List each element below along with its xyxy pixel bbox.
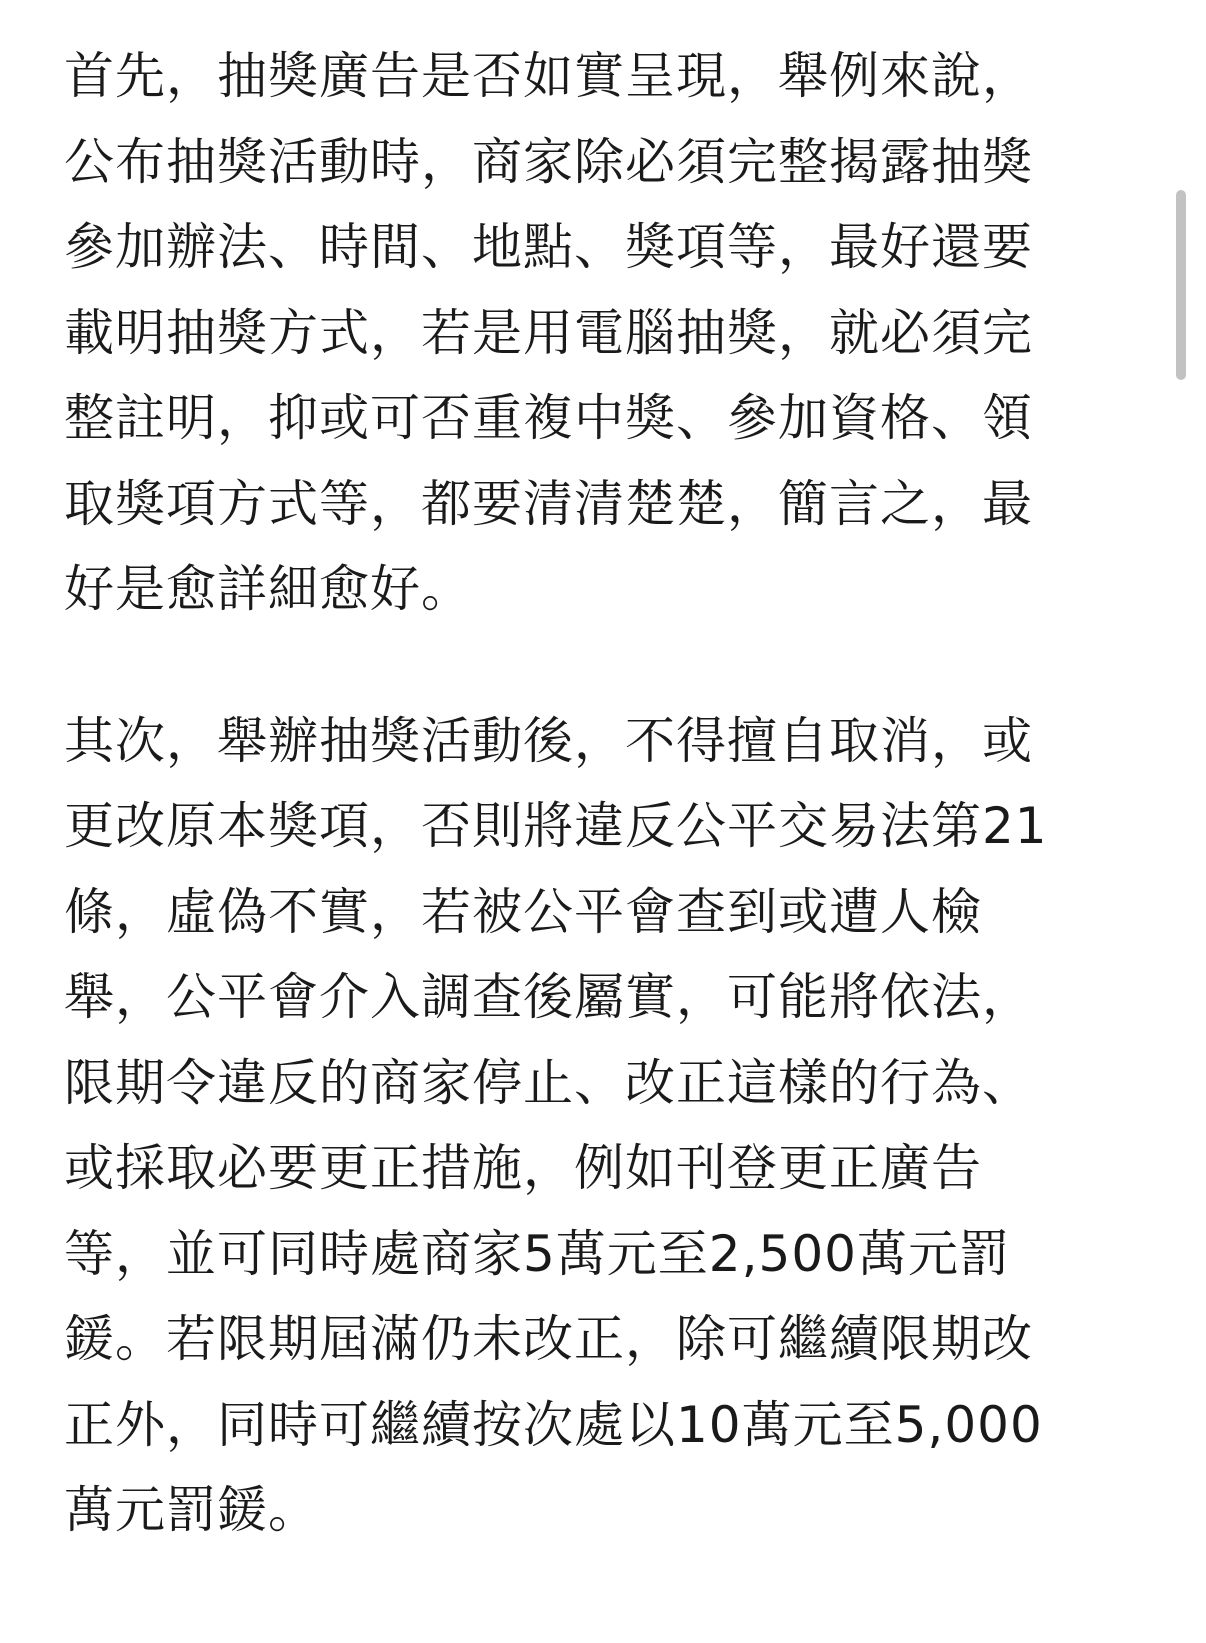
text-line: 好是愈詳細愈好。 [64, 560, 472, 618]
text-line: 取獎項方式等，都要清清楚楚，簡言之，最 [64, 474, 1033, 533]
text-line: 公布抽獎活動時，商家除必須完整揭露抽獎 [64, 132, 1033, 191]
text-line: 舉，公平會介入調查後屬實，可能將依法， [64, 968, 1033, 1026]
paragraph-2 [64, 699, 1094, 1554]
text-line: 其次，舉辦抽獎活動後，不得擅自取消，或 [64, 711, 1033, 770]
text-line: 首先，抽獎廣告是否如實呈現，舉例來說， [64, 47, 1033, 105]
text-line: 鍰。若限期屆滿仍未改正，除可繼續限期改 [64, 1310, 1033, 1368]
scrollbar-thumb[interactable] [1176, 190, 1186, 380]
text-line: 參加辦法、時間、地點、獎項等，最好還要 [64, 218, 1033, 276]
text-line: 或採取必要更正措施，例如刊登更正廣告 [64, 1139, 982, 1197]
text-line: 更改原本獎項，否則將違反公平交易法第21 [64, 797, 1048, 855]
text-line: 等，並可同時處商家5萬元至2,500萬元罰 [64, 1224, 1010, 1283]
text-line: 萬元罰鍰。 [64, 1481, 319, 1539]
article-body [64, 34, 1094, 1620]
paragraph-1 [64, 34, 1094, 633]
text-line: 載明抽獎方式，若是用電腦抽獎，就必須完 [64, 303, 1033, 362]
text-line: 整註明，抑或可否重複中獎、參加資格、領 [64, 389, 1033, 447]
text-line: 條，虛偽不實，若被公平會查到或遭人檢 [64, 882, 982, 941]
text-line: 限期令違反的商家停止、改正這樣的行為、 [64, 1053, 1033, 1112]
text-line: 正外，同時可繼續按次處以10萬元至5,000 [64, 1395, 1043, 1454]
